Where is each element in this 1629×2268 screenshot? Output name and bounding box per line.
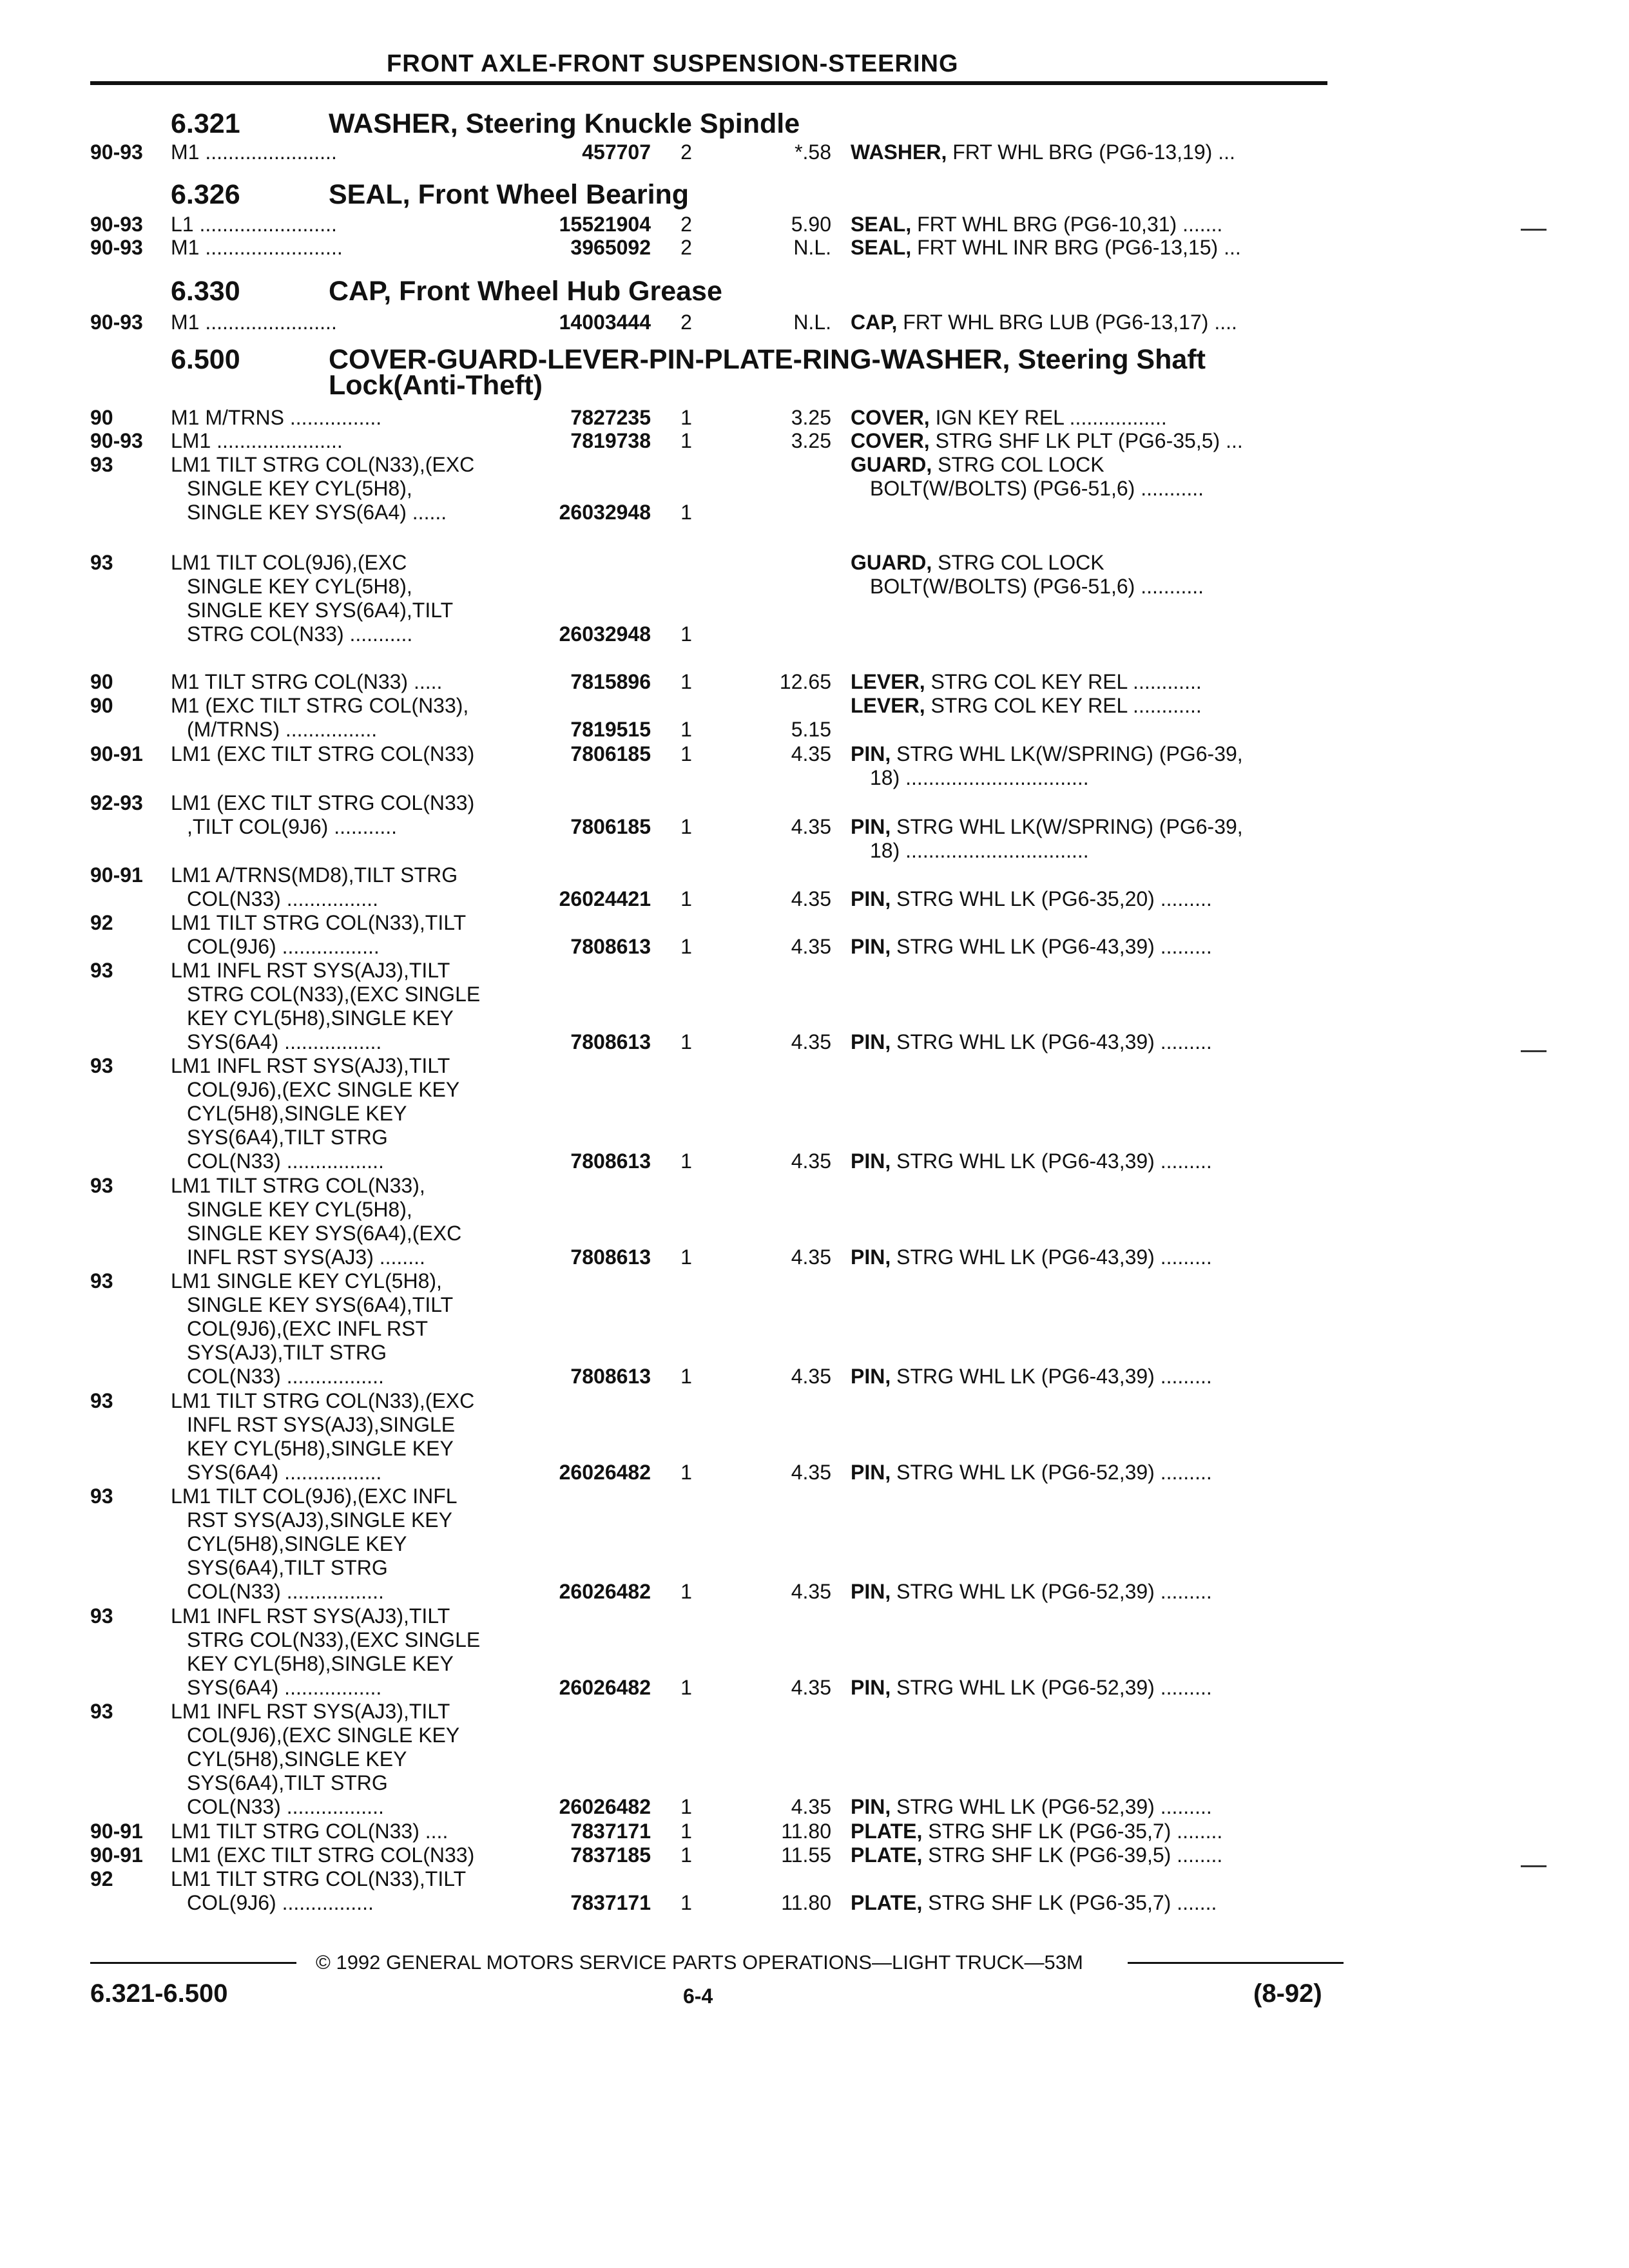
margin-mark [1521, 1050, 1547, 1052]
model-year: 93 [90, 959, 113, 982]
section-number: 6.500 [171, 344, 240, 375]
price: 4.35 [791, 1030, 831, 1053]
price: 4.35 [791, 1461, 831, 1484]
part-name-keyword: WASHER, [851, 140, 947, 164]
copyright-notice: © 1992 GENERAL MOTORS SERVICE PARTS OPERATIONS—LIGHT TRUCK—53M [316, 1951, 1083, 1974]
price: 3.25 [791, 406, 831, 429]
part-name: PIN, STRG WHL LK (PG6-52,39) ......... [851, 1580, 1212, 1603]
part-name: BOLT(W/BOLTS) (PG6-51,6) ........... [870, 477, 1204, 500]
model-year: 90-93 [90, 236, 143, 259]
part-name: PIN, STRG WHL LK (PG6-43,39) ......... [851, 1030, 1212, 1053]
part-name: SEAL, FRT WHL INR BRG (PG6-13,15) ... [851, 236, 1241, 259]
part-name: PIN, STRG WHL LK (PG6-43,39) ......... [851, 1245, 1212, 1269]
application-description: SYS(6A4),TILT STRG [187, 1126, 388, 1149]
part-name-keyword: PIN, [851, 742, 891, 765]
section-title-continued: Lock(Anti-Theft) [329, 370, 543, 401]
quantity: 1 [680, 1365, 692, 1388]
model-year: 92 [90, 911, 113, 934]
part-name-keyword: PIN, [851, 1461, 891, 1484]
part-name: PLATE, STRG SHF LK (PG6-39,5) ........ [851, 1843, 1223, 1867]
part-number: 26024421 [559, 887, 651, 910]
application-description: LM1 ...................... [171, 429, 343, 452]
application-description: M1 ....................... [171, 311, 337, 334]
part-name: GUARD, STRG COL LOCK [851, 551, 1104, 574]
price: 11.80 [781, 1820, 831, 1843]
part-name-keyword: LEVER, [851, 694, 925, 717]
part-number: 7808613 [570, 1149, 651, 1173]
application-description: LM1 TILT COL(9J6),(EXC [171, 551, 407, 574]
part-name-keyword: GUARD, [851, 551, 932, 574]
price: 4.35 [791, 815, 831, 838]
part-name-keyword: GUARD, [851, 453, 932, 476]
application-description: SINGLE KEY SYS(6A4),TILT [187, 599, 454, 622]
application-description: LM1 TILT STRG COL(N33),TILT [171, 911, 467, 934]
part-name: PIN, STRG WHL LK (PG6-35,20) ......... [851, 887, 1212, 910]
price: 4.35 [791, 1245, 831, 1269]
application-description: LM1 (EXC TILT STRG COL(N33) [171, 1843, 475, 1867]
quantity: 1 [680, 1149, 692, 1173]
part-number: 7815896 [570, 670, 651, 693]
part-name: PIN, STRG WHL LK (PG6-52,39) ......... [851, 1461, 1212, 1484]
part-name: SEAL, FRT WHL BRG (PG6-10,31) ....... [851, 213, 1223, 236]
application-description: SINGLE KEY SYS(6A4) ...... [187, 501, 447, 524]
part-name-keyword: PLATE, [851, 1820, 923, 1843]
quantity: 1 [680, 622, 692, 646]
part-name: 18) ................................ [870, 839, 1089, 862]
application-description: SYS(6A4) ................. [187, 1030, 382, 1053]
application-description: SYS(6A4) ................. [187, 1676, 382, 1699]
quantity: 1 [680, 406, 692, 429]
part-name-keyword: PLATE, [851, 1843, 923, 1867]
application-description: COL(9J6) ................ [187, 1891, 374, 1914]
part-name-keyword: PIN, [851, 1676, 891, 1699]
application-description: SINGLE KEY CYL(5H8), [187, 1198, 412, 1221]
model-year: 90 [90, 694, 113, 717]
part-number: 7837171 [570, 1820, 651, 1843]
part-name-keyword: PIN, [851, 1365, 891, 1388]
part-number: 26026482 [559, 1676, 651, 1699]
section-number: 6.326 [171, 179, 240, 210]
part-name-keyword: PIN, [851, 1149, 891, 1173]
application-description: LM1 INFL RST SYS(AJ3),TILT [171, 1604, 450, 1628]
application-description: L1 ........................ [171, 213, 337, 236]
quantity: 1 [680, 1676, 692, 1699]
quantity: 1 [680, 718, 692, 741]
page-number: 6-4 [683, 1984, 713, 2008]
part-number: 7808613 [570, 935, 651, 958]
application-description: LM1 TILT COL(9J6),(EXC INFL [171, 1485, 458, 1508]
model-year: 90 [90, 406, 113, 429]
model-year: 90-93 [90, 311, 143, 334]
part-number: 7808613 [570, 1030, 651, 1053]
quantity: 1 [680, 1580, 692, 1603]
model-year: 92 [90, 1867, 113, 1890]
part-number: 7808613 [570, 1245, 651, 1269]
price: 11.55 [781, 1843, 831, 1867]
quantity: 1 [680, 670, 692, 693]
part-number: 7819515 [570, 718, 651, 741]
application-description: COL(9J6),(EXC INFL RST [187, 1317, 428, 1340]
application-description: STRG COL(N33) ........... [187, 622, 413, 646]
application-description: KEY CYL(5H8),SINGLE KEY [187, 1006, 454, 1030]
part-name-keyword: PIN, [851, 887, 891, 910]
model-year: 93 [90, 1269, 113, 1293]
application-description: M1 TILT STRG COL(N33) ..... [171, 670, 443, 693]
section-title: SEAL, Front Wheel Bearing [329, 179, 689, 210]
section-number: 6.330 [171, 276, 240, 307]
quantity: 1 [680, 1461, 692, 1484]
model-year: 90-91 [90, 1820, 143, 1843]
part-name: BOLT(W/BOLTS) (PG6-51,6) ........... [870, 575, 1204, 598]
quantity: 1 [680, 1795, 692, 1818]
part-number: 3965092 [570, 236, 651, 259]
application-description: COL(N33) ................. [187, 1580, 384, 1603]
price: 4.35 [791, 1580, 831, 1603]
model-year: 93 [90, 1174, 113, 1197]
application-description: INFL RST SYS(AJ3),SINGLE [187, 1413, 456, 1436]
part-name: GUARD, STRG COL LOCK [851, 453, 1104, 476]
application-description: COL(9J6),(EXC SINGLE KEY [187, 1078, 460, 1101]
part-name-keyword: PIN, [851, 935, 891, 958]
price: N.L. [793, 311, 831, 334]
application-description: SYS(6A4),TILT STRG [187, 1556, 388, 1579]
part-name: PIN, STRG WHL LK(W/SPRING) (PG6-39, [851, 742, 1243, 765]
section-range: 6.321-6.500 [90, 1979, 228, 2008]
part-number: 457707 [582, 140, 651, 164]
application-description: COL(N33) ................ [187, 887, 378, 910]
part-name: PIN, STRG WHL LK (PG6-52,39) ......... [851, 1795, 1212, 1818]
part-name: PIN, STRG WHL LK(W/SPRING) (PG6-39, [851, 815, 1243, 838]
part-name: LEVER, STRG COL KEY REL ............ [851, 670, 1202, 693]
part-number: 7819738 [570, 429, 651, 452]
part-name-keyword: PIN, [851, 1030, 891, 1053]
part-number: 26032948 [559, 501, 651, 524]
part-number: 7837185 [570, 1843, 651, 1867]
part-name: PLATE, STRG SHF LK (PG6-35,7) ....... [851, 1891, 1217, 1914]
application-description: KEY CYL(5H8),SINGLE KEY [187, 1437, 454, 1460]
quantity: 2 [680, 311, 692, 334]
part-number: 7827235 [570, 406, 651, 429]
application-description: LM1 SINGLE KEY CYL(5H8), [171, 1269, 442, 1293]
part-name-keyword: PIN, [851, 1245, 891, 1269]
price: 5.90 [791, 213, 831, 236]
quantity: 2 [680, 236, 692, 259]
part-name-keyword: PIN, [851, 1580, 891, 1603]
section-number: 6.321 [171, 108, 240, 139]
price: 4.35 [791, 1676, 831, 1699]
model-year: 90 [90, 670, 113, 693]
price: 4.35 [791, 1149, 831, 1173]
application-description: M1 ........................ [171, 236, 343, 259]
application-description: INFL RST SYS(AJ3) ........ [187, 1245, 425, 1269]
part-number: 26026482 [559, 1461, 651, 1484]
section-title: COVER-GUARD-LEVER-PIN-PLATE-RING-WASHER, Steering Shaft [329, 344, 1206, 375]
application-description: RST SYS(AJ3),SINGLE KEY [187, 1508, 452, 1532]
footer-rule-right [1128, 1962, 1344, 1964]
application-description: COL(N33) ................. [187, 1149, 384, 1173]
part-name: CAP, FRT WHL BRG LUB (PG6-13,17) .... [851, 311, 1237, 334]
application-description: COL(9J6) ................. [187, 935, 380, 958]
application-description: SINGLE KEY SYS(6A4),TILT [187, 1293, 454, 1316]
application-description: SINGLE KEY CYL(5H8), [187, 477, 412, 500]
application-description: COL(N33) ................. [187, 1365, 384, 1388]
application-description: SYS(6A4) ................. [187, 1461, 382, 1484]
margin-mark [1521, 1865, 1547, 1867]
price: 4.35 [791, 1795, 831, 1818]
quantity: 2 [680, 213, 692, 236]
application-description: ,TILT COL(9J6) ........... [187, 815, 397, 838]
quantity: 2 [680, 140, 692, 164]
part-number: 7808613 [570, 1365, 651, 1388]
quantity: 1 [680, 815, 692, 838]
quantity: 1 [680, 1891, 692, 1914]
price: N.L. [793, 236, 831, 259]
application-description: CYL(5H8),SINGLE KEY [187, 1102, 407, 1125]
part-name: COVER, STRG SHF LK PLT (PG6-35,5) ... [851, 429, 1243, 452]
margin-mark [1521, 229, 1547, 231]
part-number: 14003444 [559, 311, 651, 334]
application-description: M1 M/TRNS ................ [171, 406, 382, 429]
quantity: 1 [680, 501, 692, 524]
part-name: LEVER, STRG COL KEY REL ............ [851, 694, 1202, 717]
model-year: 90-93 [90, 429, 143, 452]
application-description: CYL(5H8),SINGLE KEY [187, 1532, 407, 1555]
part-name-keyword: SEAL, [851, 213, 912, 236]
application-description: STRG COL(N33),(EXC SINGLE [187, 1628, 481, 1651]
application-description: KEY CYL(5H8),SINGLE KEY [187, 1652, 454, 1675]
part-name-keyword: PLATE, [851, 1891, 923, 1914]
model-year: 93 [90, 1054, 113, 1077]
part-name-keyword: SEAL, [851, 236, 912, 259]
application-description: COL(N33) ................. [187, 1795, 384, 1818]
price: 4.35 [791, 935, 831, 958]
part-number: 26026482 [559, 1580, 651, 1603]
part-name: PIN, STRG WHL LK (PG6-43,39) ......... [851, 1149, 1212, 1173]
application-description: LM1 TILT STRG COL(N33),TILT [171, 1867, 467, 1890]
application-description: COL(9J6),(EXC SINGLE KEY [187, 1724, 460, 1747]
footer-rule-left [90, 1962, 296, 1964]
part-number: 15521904 [559, 213, 651, 236]
part-number: 7837171 [570, 1891, 651, 1914]
application-description: LM1 TILT STRG COL(N33) .... [171, 1820, 448, 1843]
application-description: LM1 (EXC TILT STRG COL(N33) [171, 742, 475, 765]
model-year: 93 [90, 551, 113, 574]
part-name-keyword: COVER, [851, 406, 930, 429]
quantity: 1 [680, 935, 692, 958]
model-year: 93 [90, 1485, 113, 1508]
application-description: M1 (EXC TILT STRG COL(N33), [171, 694, 469, 717]
application-description: LM1 A/TRNS(MD8),TILT STRG [171, 863, 458, 887]
part-number: 7806185 [570, 815, 651, 838]
price: *.58 [795, 140, 831, 164]
application-description: LM1 INFL RST SYS(AJ3),TILT [171, 1700, 450, 1723]
part-name-keyword: CAP, [851, 311, 898, 334]
part-name: COVER, IGN KEY REL ................. [851, 406, 1167, 429]
application-description: STRG COL(N33),(EXC SINGLE [187, 983, 481, 1006]
application-description: LM1 INFL RST SYS(AJ3),TILT [171, 959, 450, 982]
model-year: 90-91 [90, 1843, 143, 1867]
quantity: 1 [680, 1030, 692, 1053]
application-description: LM1 TILT STRG COL(N33), [171, 1174, 425, 1197]
part-number: 7806185 [570, 742, 651, 765]
section-title: WASHER, Steering Knuckle Spindle [329, 108, 800, 139]
application-description: (M/TRNS) ................ [187, 718, 378, 741]
quantity: 1 [680, 1843, 692, 1867]
quantity: 1 [680, 887, 692, 910]
section-title: CAP, Front Wheel Hub Grease [329, 276, 722, 307]
price: 4.35 [791, 742, 831, 765]
model-year: 93 [90, 1700, 113, 1723]
application-description: LM1 (EXC TILT STRG COL(N33) [171, 791, 475, 814]
model-year: 93 [90, 1604, 113, 1628]
part-name: 18) ................................ [870, 766, 1089, 789]
quantity: 1 [680, 742, 692, 765]
price: 12.65 [779, 670, 831, 693]
application-description: LM1 INFL RST SYS(AJ3),TILT [171, 1054, 450, 1077]
quantity: 1 [680, 1245, 692, 1269]
quantity: 1 [680, 1820, 692, 1843]
application-description: M1 ....................... [171, 140, 337, 164]
price: 3.25 [791, 429, 831, 452]
part-number: 26026482 [559, 1795, 651, 1818]
model-year: 90-91 [90, 863, 143, 887]
part-name-keyword: LEVER, [851, 670, 925, 693]
application-description: SYS(6A4),TILT STRG [187, 1771, 388, 1794]
part-name: PIN, STRG WHL LK (PG6-43,39) ......... [851, 935, 1212, 958]
model-year: 93 [90, 1389, 113, 1412]
part-name-keyword: PIN, [851, 1795, 891, 1818]
application-description: LM1 TILT STRG COL(N33),(EXC [171, 1389, 475, 1412]
page-title: FRONT AXLE-FRONT SUSPENSION-STEERING [387, 50, 959, 77]
application-description: SYS(AJ3),TILT STRG [187, 1341, 387, 1364]
model-year: 90-91 [90, 742, 143, 765]
part-name: PLATE, STRG SHF LK (PG6-35,7) ........ [851, 1820, 1223, 1843]
quantity: 1 [680, 429, 692, 452]
application-description: LM1 TILT STRG COL(N33),(EXC [171, 453, 475, 476]
model-year: 90-93 [90, 140, 143, 164]
part-name: PIN, STRG WHL LK (PG6-52,39) ......... [851, 1676, 1212, 1699]
revision-date: (8-92) [1253, 1979, 1322, 2008]
price: 4.35 [791, 1365, 831, 1388]
part-name-keyword: PIN, [851, 815, 891, 838]
model-year: 92-93 [90, 791, 143, 814]
model-year: 93 [90, 453, 113, 476]
part-name: WASHER, FRT WHL BRG (PG6-13,19) ... [851, 140, 1235, 164]
application-description: SINGLE KEY SYS(6A4),(EXC [187, 1222, 462, 1245]
part-name: PIN, STRG WHL LK (PG6-43,39) ......... [851, 1365, 1212, 1388]
part-number: 26032948 [559, 622, 651, 646]
application-description: SINGLE KEY CYL(5H8), [187, 575, 412, 598]
model-year: 90-93 [90, 213, 143, 236]
price: 4.35 [791, 887, 831, 910]
application-description: CYL(5H8),SINGLE KEY [187, 1747, 407, 1771]
part-name-keyword: COVER, [851, 429, 930, 452]
price: 5.15 [791, 718, 831, 741]
price: 11.80 [781, 1891, 831, 1914]
